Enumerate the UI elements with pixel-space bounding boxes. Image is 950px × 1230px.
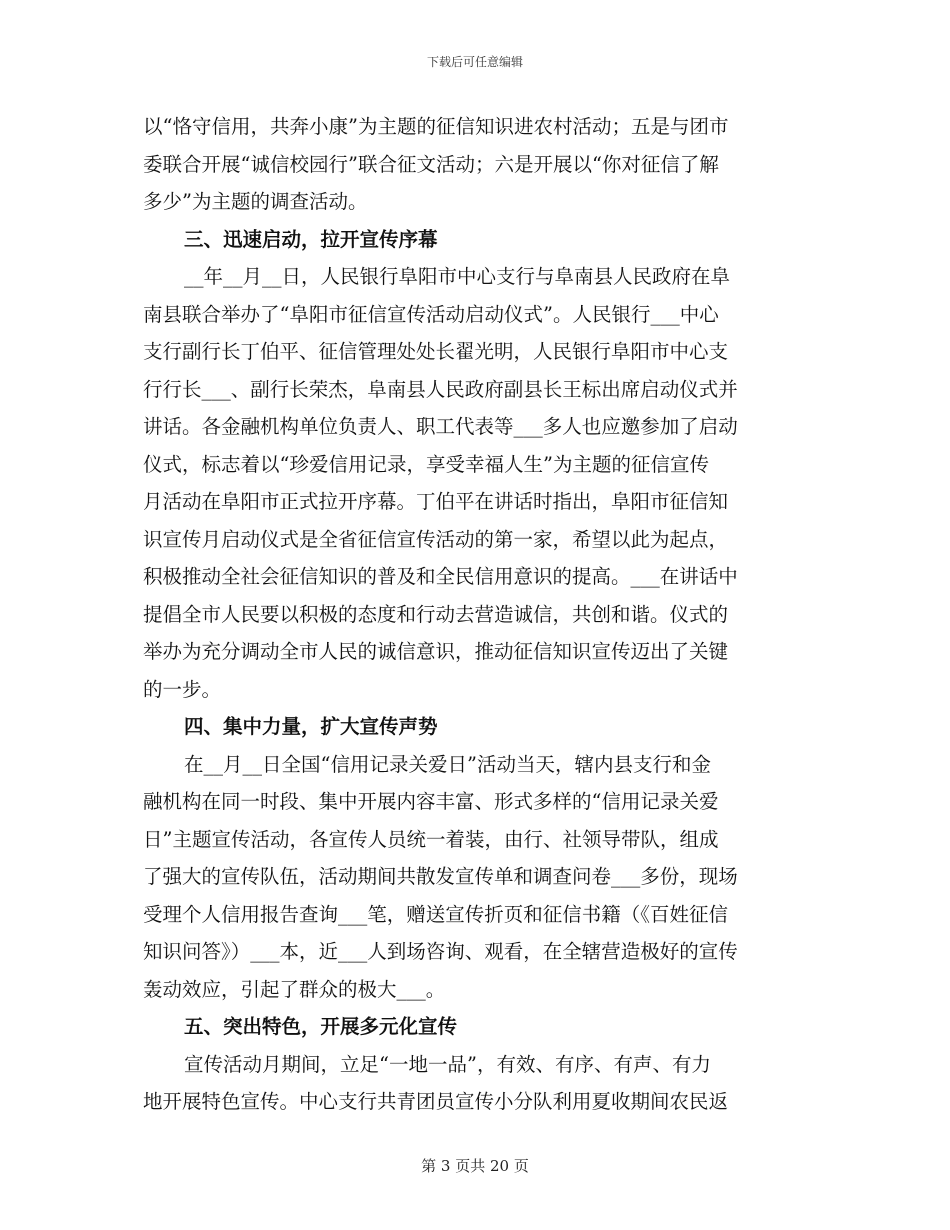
- body-line: 支行副行长丁伯平、征信管理处处长翟光明，人民银行阜阳市中心支: [143, 340, 729, 363]
- body-line: 在__月__日全国“信用记录关爱日”活动当天，辖内县支行和金: [184, 752, 711, 776]
- body-line: 提倡全市人民要以积极的态度和行动去营造诚信，共创和谐。仪式的: [143, 602, 729, 626]
- body-line: 地开展特色宣传。中心支行共青团员宣传小分队利用夏收期间农民返: [143, 1090, 729, 1113]
- body-line: 受理个人信用报告查询___笔，赠送宣传折页和征信书籍（《百姓征信: [143, 902, 729, 926]
- body-line: 的一步。: [143, 677, 222, 701]
- body-line: 识宣传月启动仪式是全省征信宣传活动的第一家，希望以此为起点，: [143, 527, 729, 551]
- body-line: 轰动效应，引起了群众的极大___。: [143, 977, 446, 1001]
- body-line: 行行长___、副行长荣杰，阜南县人民政府副县长王标出席启动仪式并: [143, 377, 738, 401]
- body-line: 月活动在阜阳市正式拉开序幕。丁伯平在讲话时指出，阜阳市征信知: [143, 490, 729, 513]
- body-line: 南县联合举办了“阜阳市征信宣传活动启动仪式”。人民银行___中心: [143, 302, 719, 326]
- body-line: 多少”为主题的调查活动。: [143, 190, 368, 213]
- document-body: [143, 108, 803, 1121]
- body-line: 日”主题宣传活动，各宣传人员统一着装，由行、社领导带队，组成: [143, 827, 719, 851]
- body-line: 以“恪守信用，共奔小康”为主题的征信知识进农村活动；五是与团市: [143, 115, 729, 138]
- body-line: 融机构在同一时段、集中开展内容丰富、形式多样的“信用记录关爱: [143, 790, 719, 813]
- page-number: 第 3 页共 20 页: [421, 1157, 529, 1175]
- header-note: 下载后可任意编辑: [426, 55, 523, 69]
- body-line: 讲话。各金融机构单位负责人、职工代表等___多人也应邀参加了启动: [143, 415, 738, 438]
- body-line: 仪式，标志着以“珍爱信用记录，享受幸福人生”为主题的征信宣传: [143, 452, 709, 476]
- body-line: __年__月__日，人民银行阜阳市中心支行与阜南县人民政府在阜: [184, 265, 731, 288]
- section-heading: 五、突出特色，开展多元化宣传: [184, 1015, 458, 1038]
- body-line: 举办为充分调动全市人民的诚信意识，推动征信知识宣传迈出了关键: [143, 640, 729, 663]
- body-line: 积极推动全社会征信知识的普及和全民信用意识的提高。___在讲话中: [143, 565, 738, 588]
- section-heading: 三、迅速启动，拉开宣传序幕: [184, 227, 438, 251]
- section-heading: 四、集中力量，扩大宣传声势: [184, 715, 438, 738]
- body-line: 了强大的宣传队伍，活动期间共散发宣传单和调查问卷___多份，现场: [143, 865, 738, 888]
- body-line: 委联合开展“诚信校园行”联合征文活动；六是开展以“你对征信了解: [143, 152, 719, 176]
- body-line: 宣传活动月期间，立足“一地一品”，有效、有序、有声、有力: [184, 1052, 711, 1076]
- body-line: 知识问答》）___本，近___人到场咨询、观看，在全辖营造极好的宣传: [143, 940, 738, 963]
